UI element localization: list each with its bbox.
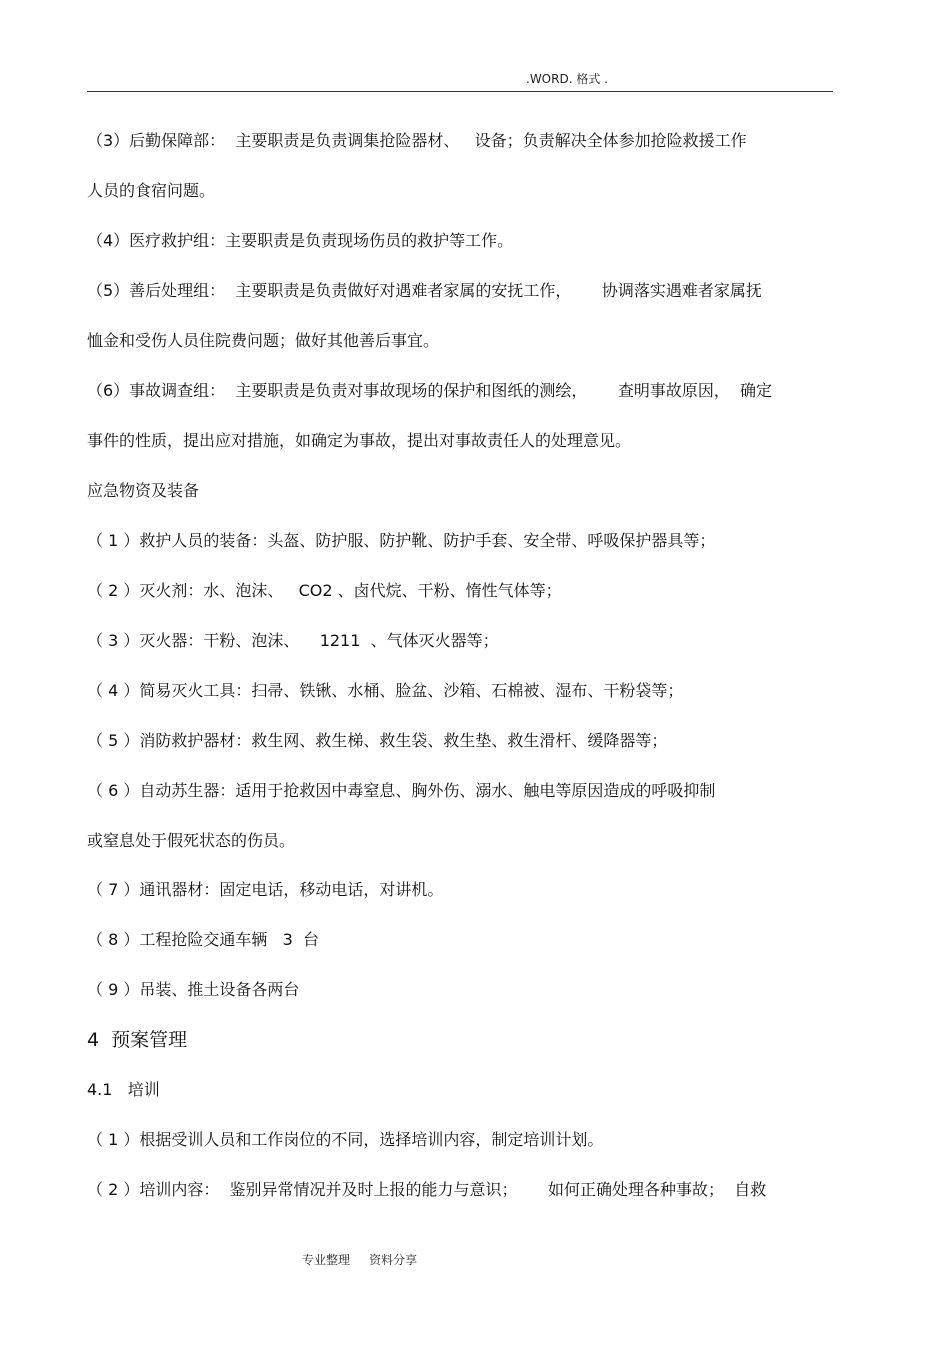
list-item-continuation: 或窒息处于假死状态的伤员。 <box>87 831 296 850</box>
paragraph-line: （6）事故调查组： 主要职责是负责对事故现场的保护和图纸的测绘， 查明事故原因， 确定 <box>87 381 773 400</box>
section-title: 应急物资及装备 <box>87 481 200 500</box>
list-item: （ 2 ）培训内容： 鉴别异常情况并及时上报的能力与意识； 如何正确处理各种事故； 自救 <box>87 1180 767 1199</box>
paragraph-line: 事件的性质，提出应对措施，如确定为事故，提出对事故责任人的处理意见。 <box>87 431 632 450</box>
list-item: （ 2 ）灭火剂：水、泡沫、 CO2 、卤代烷、干粉、惰性气体等； <box>87 581 562 600</box>
header-rule <box>87 91 833 92</box>
paragraph-line: （5）善后处理组： 主要职责是负责做好对遇难者家属的安抚工作， 协调落实遇难者家属抚 <box>87 281 762 300</box>
list-item: （ 8 ）工程抢险交通车辆 3 台 <box>87 930 319 949</box>
subsection-heading: 4.1 培训 <box>87 1080 160 1099</box>
paragraph-line: （3）后勤保障部： 主要职责是负责调集抢险器材、 设备；负责解决全体参加抢险救援工作 <box>87 131 747 150</box>
list-item: （ 9 ）吊装、推土设备各两台 <box>87 980 300 999</box>
chapter-heading: 4 预案管理 <box>87 1029 188 1051</box>
paragraph-line: （4）医疗救护组：主要职责是负责现场伤员的救护等工作。 <box>87 231 514 250</box>
page-header: .WORD. 格式 . <box>526 72 608 86</box>
paragraph-line: 人员的食宿问题。 <box>87 181 216 200</box>
list-item: （ 1 ）根据受训人员和工作岗位的不同，选择培训内容，制定培训计划。 <box>87 1130 604 1149</box>
list-item: （ 6 ）自动苏生器：适用于抢救因中毒窒息、胸外伤、溺水、触电等原因造成的呼吸抑制 <box>87 781 716 800</box>
list-item: （ 1 ）救护人员的装备：头盔、防护服、防护靴、防护手套、安全带、呼吸保护器具等； <box>87 531 716 550</box>
paragraph-line: 恤金和受伤人员住院费问题；做好其他善后事宜。 <box>87 331 440 350</box>
list-item: （ 3 ）灭火器：干粉、泡沫、 1211 、气体灭火器等； <box>87 631 499 650</box>
list-item: （ 4 ）简易灭火工具：扫帚、铁锹、水桶、脸盆、沙箱、石棉被、湿布、干粉袋等； <box>87 681 684 700</box>
list-item: （ 7 ）通讯器材：固定电话，移动电话，对讲机。 <box>87 880 444 899</box>
list-item: （ 5 ）消防救护器材：救生网、救生梯、救生袋、救生垫、救生滑杆、缓降器等； <box>87 731 668 750</box>
page-footer: 专业整理 资料分享 <box>302 1253 418 1267</box>
